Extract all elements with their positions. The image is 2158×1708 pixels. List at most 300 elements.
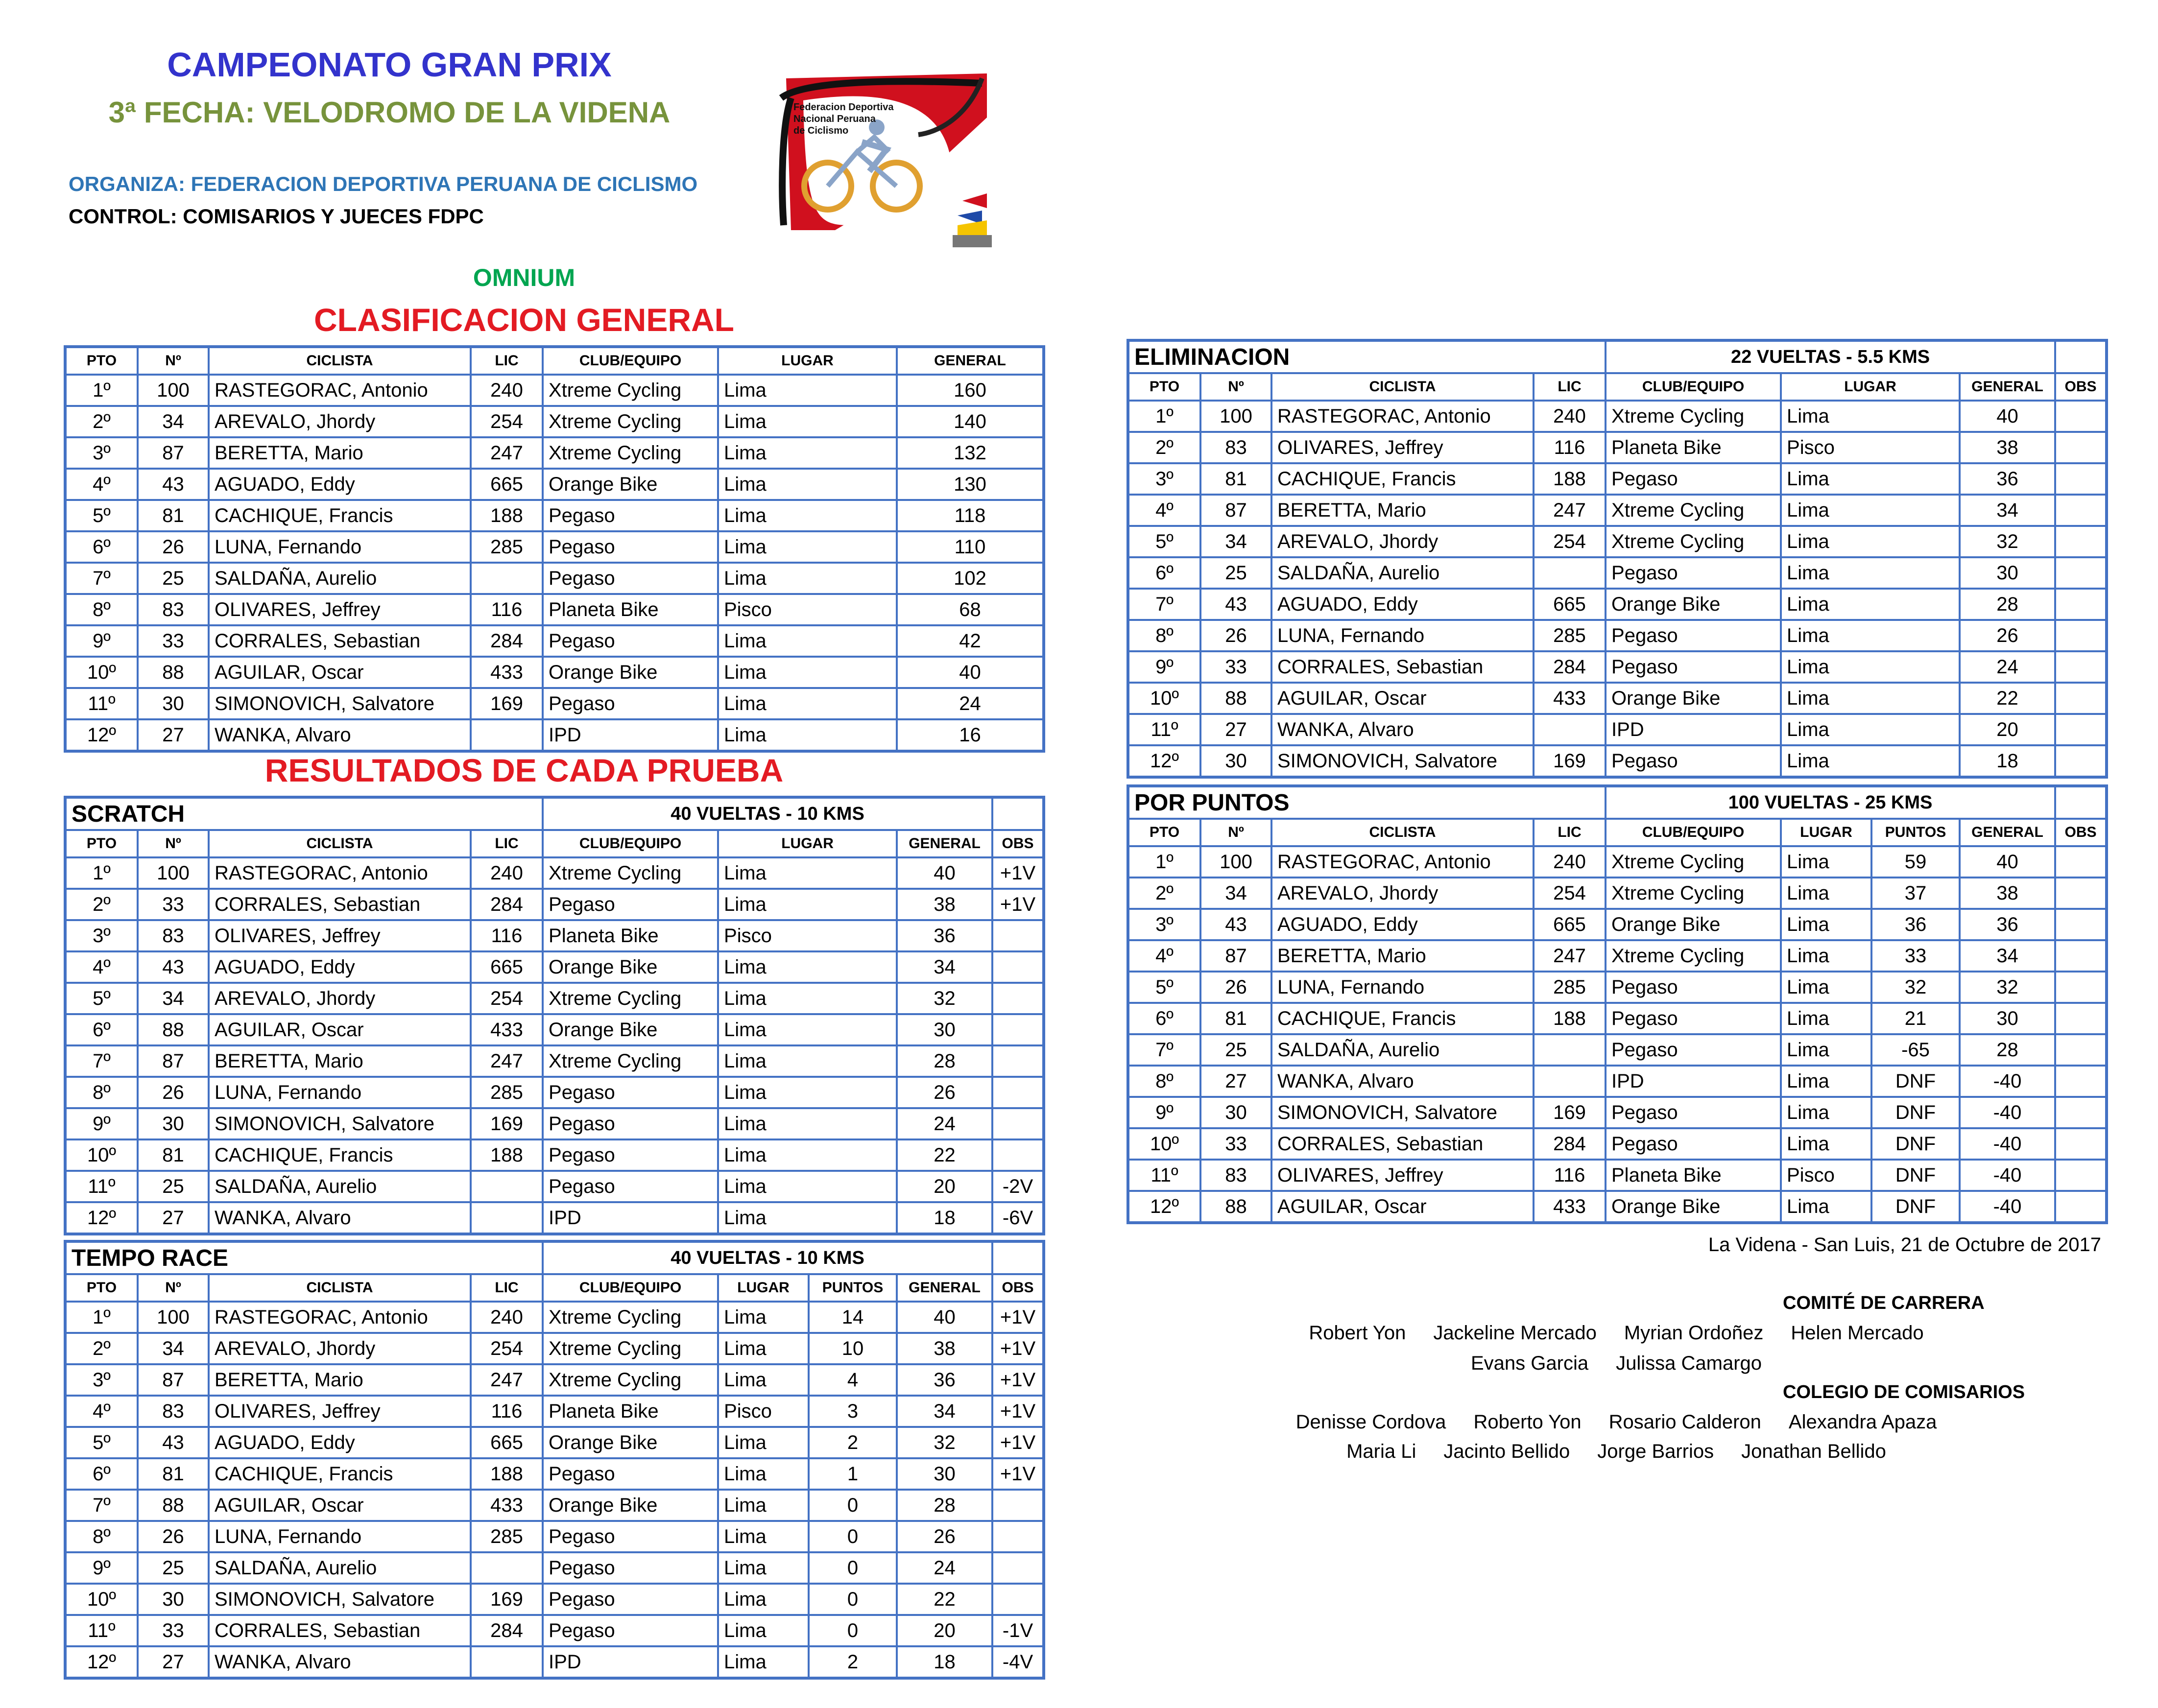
table-cell: OLIVARES, Jeffrey	[1271, 432, 1534, 463]
table-cell: Pegaso	[1606, 463, 1781, 495]
table-cell: CORRALES, Sebastian	[209, 889, 471, 920]
table-cell: 6º	[1128, 1003, 1200, 1034]
table-cell: 240	[471, 857, 543, 889]
table-cell: 33	[1200, 651, 1271, 683]
table-cell: 87	[138, 437, 209, 469]
table-cell: 188	[471, 1458, 543, 1490]
table-cell: 26	[897, 1077, 992, 1108]
table-cell: 10º	[1128, 1128, 1200, 1160]
table-cell: Lima	[1781, 1128, 1871, 1160]
table-row	[1128, 651, 2107, 683]
table-cell: -40	[1960, 1160, 2055, 1191]
table-cell: DNF	[1871, 1191, 1960, 1223]
table-cell	[2055, 1003, 2107, 1034]
table-cell: 18	[1960, 745, 2055, 777]
column-header: OBS	[992, 1274, 1044, 1302]
table-cell: 10º	[65, 657, 138, 688]
table-cell: 25	[138, 1171, 209, 1202]
table-row	[65, 1521, 1044, 1552]
column-header: OBS	[2055, 819, 2107, 846]
table-cell: 11º	[1128, 1160, 1200, 1191]
comite-members-row	[1224, 1322, 2008, 1344]
column-header: PUNTOS	[1871, 819, 1960, 846]
table-cell: WANKA, Alvaro	[209, 719, 471, 751]
table-cell: AGUILAR, Oscar	[209, 657, 471, 688]
table-cell: 285	[471, 1521, 543, 1552]
table-cell: 1º	[1128, 846, 1200, 878]
table-cell: SIMONOVICH, Salvatore	[209, 1108, 471, 1139]
table-cell: Lima	[718, 1139, 897, 1171]
table-cell: 36	[1960, 463, 2055, 495]
table-row	[65, 657, 1044, 688]
table-cell: Lima	[1781, 745, 1960, 777]
table-cell: 2º	[1128, 432, 1200, 463]
section-distance: 22 VUELTAS - 5.5 KMS	[1606, 340, 2055, 373]
table-row	[65, 1108, 1044, 1139]
table-cell: 169	[471, 688, 543, 719]
table-row	[1128, 1003, 2107, 1034]
table-cell: 81	[138, 1139, 209, 1171]
table-cell: 11º	[65, 1171, 138, 1202]
table-cell: 0	[809, 1584, 897, 1615]
table-row	[1128, 620, 2107, 651]
table-cell: 240	[471, 375, 543, 406]
table-cell: Planeta Bike	[1606, 1160, 1781, 1191]
table-cell: 433	[471, 657, 543, 688]
table-row	[65, 983, 1044, 1014]
table-cell	[992, 1045, 1044, 1077]
comite-members-row	[1224, 1352, 2008, 1375]
table-cell: Lima	[1781, 620, 1960, 651]
column-header: PTO	[65, 830, 138, 857]
table-cell: 9º	[65, 1108, 138, 1139]
table-cell: Orange Bike	[543, 1014, 718, 1045]
control-text: CONTROL: COMISARIOS Y JUECES FDPC	[69, 205, 484, 228]
table-cell: 140	[897, 406, 1044, 437]
table-cell: 247	[1534, 940, 1606, 972]
table-cell: SALDAÑA, Aurelio	[209, 563, 471, 594]
table-cell	[2055, 1128, 2107, 1160]
table-row	[1128, 846, 2107, 878]
table-cell	[2055, 557, 2107, 589]
table-cell: Pegaso	[1606, 1097, 1781, 1128]
table-cell: 21	[1871, 1003, 1960, 1034]
table-cell: 4	[809, 1364, 897, 1396]
column-header: CICLISTA	[1271, 819, 1534, 846]
table-cell: 0	[809, 1615, 897, 1646]
table-cell: 87	[1200, 940, 1271, 972]
table-cell	[471, 1552, 543, 1584]
table-cell: 10º	[65, 1139, 138, 1171]
table-cell: 284	[1534, 651, 1606, 683]
table-cell: Lima	[718, 719, 897, 751]
table-cell: Lima	[718, 1490, 809, 1521]
table-row	[1128, 972, 2107, 1003]
table-cell: 40	[897, 657, 1044, 688]
table-header-row	[1128, 373, 2107, 401]
table-cell: AREVALO, Jhordy	[209, 406, 471, 437]
table-cell: Pegaso	[543, 1584, 718, 1615]
table-cell: Orange Bike	[543, 951, 718, 983]
table-cell: 8º	[1128, 1066, 1200, 1097]
table-row	[1128, 526, 2107, 557]
table-cell: AGUILAR, Oscar	[1271, 1191, 1534, 1223]
table-row	[65, 406, 1044, 437]
column-header: LUGAR	[1781, 373, 1960, 401]
table-cell: 8º	[65, 1521, 138, 1552]
table-cell: Lima	[718, 1584, 809, 1615]
column-header: Nº	[138, 830, 209, 857]
table-cell: 254	[1534, 878, 1606, 909]
federation-logo	[771, 69, 1002, 250]
table-cell: Xtreme Cycling	[1606, 846, 1781, 878]
table-cell: 11º	[65, 688, 138, 719]
general-title: CLASIFICACION GENERAL	[314, 302, 734, 338]
table-cell: 1º	[65, 375, 138, 406]
table-cell: LUNA, Fernando	[209, 1521, 471, 1552]
table-cell: 116	[471, 920, 543, 951]
table-row	[65, 531, 1044, 563]
column-header: PTO	[65, 1274, 138, 1302]
table-cell: +1V	[992, 1458, 1044, 1490]
table-cell: 5º	[65, 983, 138, 1014]
table-cell: 81	[1200, 463, 1271, 495]
column-header: GENERAL	[897, 347, 1044, 375]
table-cell: 30	[138, 1584, 209, 1615]
table-cell: +1V	[992, 889, 1044, 920]
table-cell: Planeta Bike	[543, 1396, 718, 1427]
comite-title: COMITÉ DE CARRERA	[1783, 1293, 1985, 1313]
table-cell	[992, 1014, 1044, 1045]
table-row	[65, 857, 1044, 889]
section-name: SCRATCH	[65, 797, 543, 830]
table-cell	[2055, 683, 2107, 714]
table-row	[1128, 940, 2107, 972]
results-title: RESULTADOS DE CADA PRUEBA	[264, 752, 784, 788]
table-row	[1128, 432, 2107, 463]
table-cell: Pisco	[1781, 432, 1960, 463]
table-cell: 2	[809, 1427, 897, 1458]
table-cell: Lima	[718, 1521, 809, 1552]
table-cell: BERETTA, Mario	[1271, 495, 1534, 526]
table-cell: -1V	[992, 1615, 1044, 1646]
table-cell: Lima	[1781, 651, 1960, 683]
table-cell: CACHIQUE, Francis	[1271, 463, 1534, 495]
table-cell: 4º	[1128, 940, 1200, 972]
table-cell: CACHIQUE, Francis	[1271, 1003, 1534, 1034]
table-cell: Lima	[1781, 714, 1960, 745]
table-cell: 28	[897, 1490, 992, 1521]
table-cell: 2º	[65, 1333, 138, 1364]
table-cell: Xtreme Cycling	[543, 857, 718, 889]
organiza-text: ORGANIZA: FEDERACION DEPORTIVA PERUANA DE CICLISMO	[69, 172, 698, 195]
section-blank-cell	[992, 1241, 1044, 1274]
table-cell: 33	[1871, 940, 1960, 972]
table-cell: Pisco	[718, 594, 897, 625]
table-cell: RASTEGORAC, Antonio	[209, 857, 471, 889]
table-row	[65, 1333, 1044, 1364]
table-row	[1128, 714, 2107, 745]
table-cell: 40	[897, 1302, 992, 1333]
table-row	[65, 1427, 1044, 1458]
table-cell: Planeta Bike	[543, 594, 718, 625]
table-cell: Xtreme Cycling	[543, 375, 718, 406]
table-cell: WANKA, Alvaro	[1271, 1066, 1534, 1097]
table-cell: AGUADO, Eddy	[209, 469, 471, 500]
colegio-members-row	[1224, 1411, 2008, 1433]
table-cell: Pegaso	[543, 563, 718, 594]
table-cell: 38	[897, 1333, 992, 1364]
table-cell: Xtreme Cycling	[543, 406, 718, 437]
table-cell	[1534, 1034, 1606, 1066]
table-cell: 81	[138, 1458, 209, 1490]
table-cell: Lima	[1781, 1066, 1871, 1097]
column-header: CICLISTA	[209, 1274, 471, 1302]
member-name: Helen Mercado	[1791, 1322, 1924, 1344]
table-cell: +1V	[992, 1333, 1044, 1364]
table-cell: 32	[897, 1427, 992, 1458]
table-cell: Lima	[1781, 401, 1960, 432]
table-cell: Lima	[718, 657, 897, 688]
table-cell: 22	[897, 1139, 992, 1171]
table-cell: 7º	[65, 1045, 138, 1077]
table-cell: 433	[1534, 1191, 1606, 1223]
table-cell: 38	[897, 889, 992, 920]
column-header: Nº	[1200, 373, 1271, 401]
table-cell: 32	[1871, 972, 1960, 1003]
table-cell	[2055, 589, 2107, 620]
table-cell: 25	[138, 563, 209, 594]
table-cell: 132	[897, 437, 1044, 469]
table-cell: 24	[897, 1108, 992, 1139]
column-header: LIC	[1534, 819, 1606, 846]
table-cell: CORRALES, Sebastian	[209, 1615, 471, 1646]
section-blank-cell	[2055, 340, 2107, 373]
table-cell: 100	[138, 857, 209, 889]
table-cell: SIMONOVICH, Salvatore	[1271, 1097, 1534, 1128]
column-header: Nº	[138, 347, 209, 375]
table-row	[65, 889, 1044, 920]
table-cell: BERETTA, Mario	[209, 1364, 471, 1396]
table-cell	[2055, 651, 2107, 683]
table-cell: 169	[1534, 1097, 1606, 1128]
table-cell: DNF	[1871, 1066, 1960, 1097]
table-cell: 43	[138, 1427, 209, 1458]
table-cell: 188	[471, 1139, 543, 1171]
table-cell: Pegaso	[1606, 1034, 1781, 1066]
table-row	[1128, 463, 2107, 495]
table-cell: Lima	[1781, 940, 1871, 972]
section-title-row	[1128, 786, 2107, 819]
table-cell: Xtreme Cycling	[543, 1364, 718, 1396]
table-cell: -40	[1960, 1128, 2055, 1160]
scratch-results-table	[64, 796, 1045, 1235]
table-cell: 7º	[1128, 1034, 1200, 1066]
table-cell: 665	[471, 1427, 543, 1458]
table-cell: DNF	[1871, 1160, 1960, 1191]
table-cell: 118	[897, 500, 1044, 531]
table-cell: 30	[1200, 1097, 1271, 1128]
member-name: Robert Yon	[1309, 1322, 1406, 1344]
table-cell: SIMONOVICH, Salvatore	[1271, 745, 1534, 777]
table-cell: Pegaso	[543, 1521, 718, 1552]
table-cell: 30	[1960, 557, 2055, 589]
table-cell: 36	[897, 920, 992, 951]
table-cell	[2055, 846, 2107, 878]
member-name: Evans Garcia	[1471, 1352, 1589, 1374]
table-cell: Lima	[718, 437, 897, 469]
table-cell: 87	[138, 1364, 209, 1396]
table-cell: 25	[138, 1552, 209, 1584]
table-cell: Pegaso	[543, 531, 718, 563]
tempo-race-results-table	[64, 1240, 1045, 1680]
table-cell: 285	[471, 531, 543, 563]
table-row	[1128, 1034, 2107, 1066]
table-cell: 188	[471, 500, 543, 531]
table-cell: Lima	[718, 1108, 897, 1139]
table-cell: Lima	[718, 1302, 809, 1333]
table-row	[1128, 1066, 2107, 1097]
table-cell: Lima	[718, 1014, 897, 1045]
table-cell: 40	[897, 857, 992, 889]
table-cell: Xtreme Cycling	[543, 1333, 718, 1364]
table-cell: Pegaso	[543, 1458, 718, 1490]
table-cell: 110	[897, 531, 1044, 563]
table-row	[65, 1646, 1044, 1678]
table-cell: 20	[897, 1615, 992, 1646]
table-cell: SALDAÑA, Aurelio	[209, 1171, 471, 1202]
table-cell: AGUILAR, Oscar	[1271, 683, 1534, 714]
table-cell: OLIVARES, Jeffrey	[1271, 1160, 1534, 1191]
table-cell: 8º	[65, 1077, 138, 1108]
table-cell	[2055, 714, 2107, 745]
table-row	[1128, 1191, 2107, 1223]
table-cell: AGUILAR, Oscar	[209, 1014, 471, 1045]
table-cell: 285	[471, 1077, 543, 1108]
table-header-row	[65, 830, 1044, 857]
table-row	[65, 920, 1044, 951]
column-header: LIC	[471, 1274, 543, 1302]
table-cell: Xtreme Cycling	[1606, 878, 1781, 909]
section-distance: 100 VUELTAS - 25 KMS	[1606, 786, 2055, 819]
table-cell	[992, 983, 1044, 1014]
table-cell: 116	[471, 1396, 543, 1427]
colegio-members-row	[1224, 1441, 2008, 1463]
table-cell: 34	[138, 1333, 209, 1364]
table-cell: LUNA, Fernando	[209, 531, 471, 563]
column-header: Nº	[1200, 819, 1271, 846]
table-cell: Xtreme Cycling	[543, 437, 718, 469]
table-cell	[992, 1552, 1044, 1584]
table-row	[65, 688, 1044, 719]
table-cell: -65	[1871, 1034, 1960, 1066]
column-header: Nº	[138, 1274, 209, 1302]
table-cell: 3º	[65, 437, 138, 469]
column-header: OBS	[2055, 373, 2107, 401]
table-cell: 7º	[1128, 589, 1200, 620]
table-row	[65, 1202, 1044, 1234]
table-cell	[1534, 1066, 1606, 1097]
table-cell: Lima	[718, 688, 897, 719]
member-name: Jorge Barrios	[1597, 1441, 1714, 1462]
table-cell: -6V	[992, 1202, 1044, 1234]
table-cell: CACHIQUE, Francis	[209, 1458, 471, 1490]
table-cell: Lima	[718, 500, 897, 531]
table-cell: OLIVARES, Jeffrey	[209, 594, 471, 625]
section-name: ELIMINACION	[1128, 340, 1606, 373]
table-cell: 7º	[65, 563, 138, 594]
section-name: POR PUNTOS	[1128, 786, 1606, 819]
table-cell: 433	[471, 1014, 543, 1045]
table-cell: 8º	[65, 594, 138, 625]
table-cell: 5º	[1128, 972, 1200, 1003]
table-cell: 9º	[1128, 1097, 1200, 1128]
table-cell: 42	[897, 625, 1044, 657]
table-cell: -40	[1960, 1097, 2055, 1128]
table-cell: 247	[1534, 495, 1606, 526]
table-cell: 5º	[65, 1427, 138, 1458]
table-row	[65, 437, 1044, 469]
table-cell	[2055, 1191, 2107, 1223]
logo-text-1: Federacion Deportiva	[793, 102, 894, 113]
column-header: LUGAR	[718, 830, 897, 857]
table-cell: 247	[471, 1364, 543, 1396]
table-cell: 81	[138, 500, 209, 531]
table-row	[65, 1396, 1044, 1427]
table-cell: Lima	[718, 469, 897, 500]
table-cell: AREVALO, Jhordy	[209, 983, 471, 1014]
table-cell	[992, 1077, 1044, 1108]
table-cell: 26	[138, 1077, 209, 1108]
table-cell: WANKA, Alvaro	[209, 1646, 471, 1678]
table-cell: 30	[1960, 1003, 2055, 1034]
table-cell: 27	[1200, 714, 1271, 745]
table-cell: -40	[1960, 1066, 2055, 1097]
member-name: Roberto Yon	[1473, 1411, 1582, 1433]
table-cell: 12º	[1128, 745, 1200, 777]
table-cell: SIMONOVICH, Salvatore	[209, 1584, 471, 1615]
table-cell: 34	[1200, 526, 1271, 557]
table-cell: Xtreme Cycling	[1606, 940, 1781, 972]
table-cell: SALDAÑA, Aurelio	[1271, 1034, 1534, 1066]
table-cell: 4º	[65, 951, 138, 983]
member-name: Jacinto Bellido	[1443, 1441, 1570, 1462]
general-classification-table	[64, 345, 1045, 753]
table-cell: Lima	[718, 1077, 897, 1108]
table-cell: 37	[1871, 878, 1960, 909]
table-cell	[992, 1108, 1044, 1139]
table-cell: 100	[1200, 401, 1271, 432]
table-cell: 116	[1534, 432, 1606, 463]
table-cell: AGUADO, Eddy	[1271, 909, 1534, 940]
table-cell: 43	[138, 951, 209, 983]
table-cell: RASTEGORAC, Antonio	[209, 1302, 471, 1333]
table-cell: 12º	[1128, 1191, 1200, 1223]
table-cell: 10º	[1128, 683, 1200, 714]
section-title-row	[1128, 340, 2107, 373]
table-cell	[471, 563, 543, 594]
table-cell: 28	[1960, 1034, 2055, 1066]
table-cell	[2055, 495, 2107, 526]
table-cell: 83	[1200, 1160, 1271, 1191]
table-cell: 254	[471, 983, 543, 1014]
table-cell: Pegaso	[543, 625, 718, 657]
table-cell: AREVALO, Jhordy	[209, 1333, 471, 1364]
table-cell: Pegaso	[1606, 745, 1781, 777]
table-cell: 433	[1534, 683, 1606, 714]
table-cell: IPD	[1606, 1066, 1781, 1097]
member-name: Jonathan Bellido	[1741, 1441, 1886, 1462]
